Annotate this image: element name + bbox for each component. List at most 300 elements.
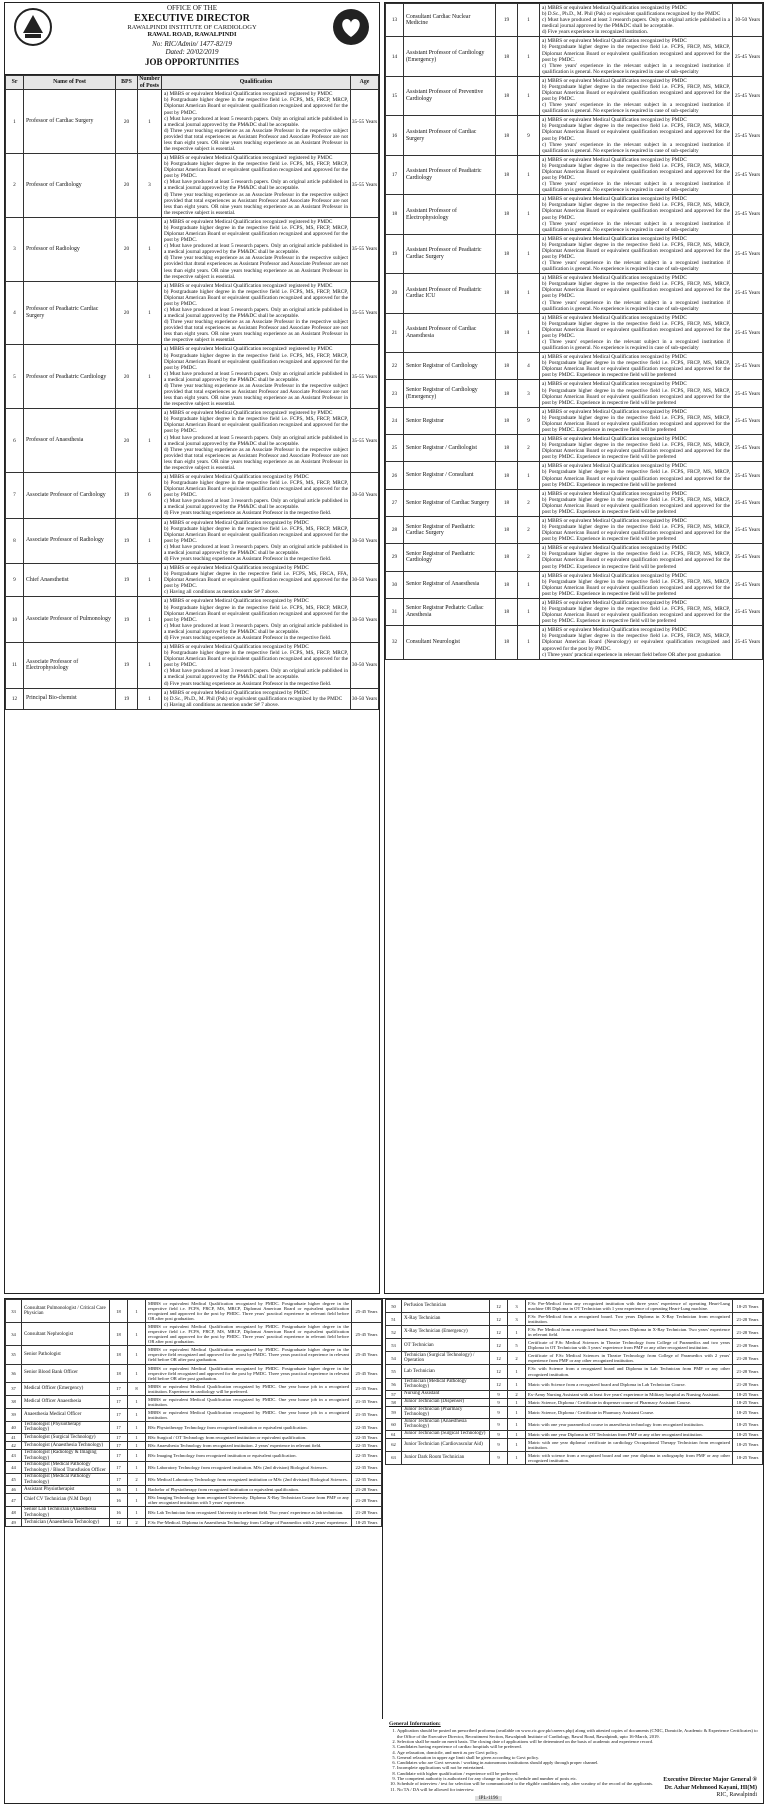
qualification-line: c) Three years' experience in the relevant subject in a recognized institution if qualification is general. No experience is required in case of sub-specialty xyxy=(542,338,730,352)
cell-num: 9 xyxy=(518,407,540,434)
signature-line-1: Executive Director Major General ® xyxy=(663,1777,757,1784)
table-row xyxy=(386,462,763,489)
cell-sr: 11 xyxy=(6,643,24,689)
cell-post: Technologist (Physiotherapy Technology) xyxy=(22,1421,110,1433)
cell-qualification: BSc Anaesthesia Technology from recognized institution. 2 years' experience in relevant field. xyxy=(146,1441,352,1449)
cell-sr: 6 xyxy=(6,409,24,473)
cell-num: 1 xyxy=(128,1494,146,1507)
qualification-line: b) Postgraduate higher degree in the respective field i.e. FCPS, FRCP, MS, MRCP, Diplomat American Board or equivalent qualification recognized and approved for the post by PMDC. Experience in respective field will be preferred xyxy=(542,360,730,379)
general-info-heading: General Information: xyxy=(389,1721,441,1727)
qualification-line: b) Postgraduate higher degree in the respective field i.e. FCPS, MS, FRCP, MRCP, Diplomat American Board or equivalent qualification recognized and approved for the post by PMDC. xyxy=(164,288,348,307)
cell-bps: 17 xyxy=(110,1408,128,1421)
cell-sr: 20 xyxy=(386,274,404,313)
cell-post: Technologist (Anaesthesia Technology) xyxy=(22,1441,110,1449)
cell-sr: 9 xyxy=(6,564,24,597)
header-text xyxy=(65,5,319,68)
cell-post: Junior Technician (Anaesthesia Technology) xyxy=(402,1418,490,1430)
cell-bps: 19 xyxy=(116,597,138,643)
table-row xyxy=(6,1323,382,1346)
cell-age: 25-45 Years xyxy=(352,1300,382,1323)
left-panel xyxy=(4,2,380,1294)
table-row xyxy=(386,76,763,115)
qualification-line: b) Postgraduate higher degree in the respective field i.e. FCPS, FRCP, MS, MRCP, Diplomat American Board or equivalent qualification recognized and approved for the post by PMDC. xyxy=(542,241,730,260)
cell-post: Technician (Surgical Technology) / Operation xyxy=(402,1352,490,1365)
cell-bps: 18 xyxy=(496,462,518,489)
table-row xyxy=(6,154,379,218)
cell-age: 25-45 Years xyxy=(733,155,763,194)
cell-age: 30-50 Years xyxy=(351,688,379,709)
cell-num: 1 xyxy=(128,1462,146,1474)
table-row xyxy=(6,1421,382,1433)
cell-num: 1 xyxy=(508,1326,526,1339)
cell-post: Perfusion Technician xyxy=(402,1300,490,1313)
table-row xyxy=(6,1474,382,1486)
right-panel xyxy=(384,2,764,1294)
table-row xyxy=(386,234,763,273)
cell-bps: 17 xyxy=(110,1382,128,1395)
cell-age: 21-28 Years xyxy=(733,1339,763,1352)
qualification-line: c) Must have produced at least 3 research papers. Only an original article published in a medical journal approved by the PM&DC shall be acceptable. xyxy=(542,17,730,30)
qualification-line: d) Three year teaching experience as an Associate Professor in the respective subject provided that total experiences as Assistant Professor and Associate Professor are not less than eight years. OR nine years teaching experience as an Assistant Professor in the respective subject is essential. xyxy=(164,191,348,216)
cell-sr: 4 xyxy=(6,281,24,345)
cell-sr: 10 xyxy=(6,597,24,643)
cell-post: Senior Registrar of Cardiology xyxy=(404,353,496,380)
cell-sr: 60 xyxy=(386,1418,402,1430)
cell-age: 18-25 Years xyxy=(352,1519,382,1527)
cell-num: 2 xyxy=(128,1519,146,1527)
table-row xyxy=(386,1313,763,1326)
qualification-line: c) Three years' experience in the relevant subject in a recognized institution if qualification is general. No experience is required in case of sub-specialty xyxy=(542,141,730,154)
cell-sr: 33 xyxy=(6,1300,22,1323)
general-info-item: 1. Application should be posted on prescribed proforma (available on www.ric.gov.pk/careers.php) along with attested copies of documents (CNIC, Domicile, Academic & Experience Certificates) to the Office of the Executive Director, Recruitment Section, Rawalpindi Institute of Cardiology, Rawal Road, Rawalpindi, upto 16-March, 2019. xyxy=(397,1728,759,1739)
table-row xyxy=(6,518,379,564)
cell-qualification: Matric Science, Diploma / Certificate in Pharmacy Assistant Course. xyxy=(526,1406,733,1418)
cell-num: 2 xyxy=(508,1352,526,1365)
cell-num: 2 xyxy=(518,435,540,462)
cell-post: Senior Registrar Pediatric Cadiac Anesthesia xyxy=(404,598,496,625)
cell-sr: 58 xyxy=(386,1398,402,1406)
cell-num: 1 xyxy=(138,518,162,564)
cell-bps: 9 xyxy=(490,1418,508,1430)
qualification-line: b) Postgraduate higher degree in the respective field i.e. FCPS, MS, FRCP, MRCP, Diplomat American Board or equivalent qualification recognized and approved for the post by PMDC. xyxy=(164,480,348,499)
cell-age: 25-45 Years xyxy=(733,435,763,462)
cell-post: Principal Bio-chemist xyxy=(24,688,116,709)
cell-bps: 18 xyxy=(496,353,518,380)
cell-bps: 18 xyxy=(496,76,518,115)
cell-post: Senior Registrar / Cardiologist xyxy=(404,435,496,462)
cell-bps: 18 xyxy=(110,1346,128,1364)
cell-num: 1 xyxy=(138,409,162,473)
cell-post: Assistant Professor of Peadiatric Cardiac ICU xyxy=(404,274,496,313)
cell-qualification xyxy=(540,380,733,407)
cell-sr: 31 xyxy=(386,598,404,625)
cell-post: Assistant Professor of Cardiology (Emergency) xyxy=(404,37,496,76)
cell-age: 18-25 Years xyxy=(733,1390,763,1398)
cell-age: 22-35 Years xyxy=(352,1450,382,1462)
qualification-line: a) MBBS or equivalent Medical Qualification recognized/ registered by PMDC xyxy=(164,282,333,289)
cell-qualification: F.Sc Pre-Medical from a recognized board. Two years Diploma in X-Ray Technician from recognized institution. xyxy=(526,1313,733,1326)
cell-age: 21-28 Years xyxy=(733,1326,763,1339)
general-info-item: 5. General relaxation in upper age limit shall be given according to Govt policy. xyxy=(397,1755,759,1760)
cell-bps: 19 xyxy=(116,688,138,709)
cell-qualification xyxy=(162,518,351,564)
cell-sr: 62 xyxy=(386,1438,402,1451)
qualification-line: b) Postgraduate higher degree in the respective field i.e. FCPS, MS, FRCP, MRCP, Diplomat American Board or equivalent qualification recognized and approved for the post by PMDC. xyxy=(164,161,348,180)
qualification-line: b) Postgraduate higher degree in the respective field i.e. FCPS, FRCP, MS, MRCP, Diplomat American Board or equivalent qualification recognized and approved for the post by PMDC. xyxy=(542,281,730,300)
cell-bps: 12 xyxy=(490,1300,508,1313)
qualification-line: a) MBBS or equivalent Medical Qualification recognized by PMDC xyxy=(542,275,687,282)
cell-post: Technician (Anaesthesia Technology) xyxy=(22,1519,110,1527)
cell-age: 18-25 Years xyxy=(733,1430,763,1438)
qualification-line: b) Postgraduate higher degree in the respective field i.e. FCPS, MS, FRCA, FFA, Diplomat American Board or equivalent qualification recognized and approved for the post by PMDC. xyxy=(164,571,348,590)
cell-sr: 26 xyxy=(386,462,404,489)
cell-qualification xyxy=(162,473,351,519)
cell-age: 25-45 Years xyxy=(733,116,763,155)
table-row xyxy=(6,1346,382,1364)
cell-num: 1 xyxy=(128,1421,146,1433)
jobs-table-lower-left xyxy=(5,1299,382,1527)
cell-sr: 44 xyxy=(6,1462,22,1474)
cell-sr: 51 xyxy=(386,1313,402,1326)
cell-sr: 59 xyxy=(386,1406,402,1418)
cell-sr: 35 xyxy=(6,1346,22,1364)
cell-age: 25-45 Years xyxy=(733,353,763,380)
qualification-line: a) MBBS or equivalent Medical Qualification recognized by PMDC xyxy=(164,644,309,651)
cell-num: 1 xyxy=(508,1418,526,1430)
cell-age: 21-28 Years xyxy=(733,1365,763,1378)
qualification-line: b) Postgraduate higher degree in the respective field i.e. FCPS, FRCP, MS, MRCP, Diplomat American Board or equivalent qualification recognized and approved for the post by PMDC. xyxy=(542,44,730,63)
cell-age: 18-25 Years xyxy=(733,1451,763,1464)
table-row xyxy=(386,353,763,380)
cell-num: 1 xyxy=(518,234,540,273)
cell-qualification: Ex-Army Nursing Assistant with at least five years' experience in Military hospital as Nursing Assistant. xyxy=(526,1390,733,1398)
qualification-line: a) MBBS or equivalent Medical Qualification recognized by PMDC xyxy=(542,156,687,163)
cell-bps: 17 xyxy=(110,1450,128,1462)
cell-bps: 17 xyxy=(110,1441,128,1449)
heart-institute-logo-icon xyxy=(331,7,371,47)
cell-post: Senior Pathologist xyxy=(22,1346,110,1364)
cell-sr: 50 xyxy=(386,1300,402,1313)
table-row xyxy=(6,1462,382,1474)
cell-num: 1 xyxy=(138,564,162,597)
table-row xyxy=(6,1507,382,1519)
qualification-line: a) MBBS or equivalent Medical Qualification recognized by PMDC xyxy=(542,518,687,525)
cell-post: Senior Registrar of Paediatric Cardiology xyxy=(404,544,496,571)
cell-age: 25-45 Years xyxy=(733,380,763,407)
table-row xyxy=(386,598,763,625)
cell-num: 1 xyxy=(128,1433,146,1441)
cell-post: Assistant Professor of Cardiac Anaesthesia xyxy=(404,313,496,352)
table-row xyxy=(386,1365,763,1378)
cell-qualification: Matric with one year Diploma in OT Technician from PMF or any other recognized institution. xyxy=(526,1430,733,1438)
cell-num: 1 xyxy=(128,1395,146,1408)
table-row xyxy=(386,1418,763,1430)
cell-post: Senior Registrar of Cardiac Surgery xyxy=(404,489,496,516)
cell-sr: 21 xyxy=(386,313,404,352)
general-info-item: 2. Selection shall be made on merit basis. The closing date of applications will be determined on the basis of academic and experience record. xyxy=(397,1739,759,1744)
col-qual: Qualification xyxy=(162,76,351,90)
table-row xyxy=(6,409,379,473)
cell-post: Technologist (Radiology & Imaging Technology) xyxy=(22,1450,110,1462)
cell-age: 30-50 Years xyxy=(351,597,379,643)
table-row xyxy=(386,571,763,598)
cell-bps: 18 xyxy=(496,195,518,234)
cell-num: 1 xyxy=(518,76,540,115)
cell-bps: 18 xyxy=(496,274,518,313)
qualification-line: c) Three years' experience in the relevant subject in a recognized institution if qualification is general. No experience is required in case of sub-specialty xyxy=(542,181,730,194)
lower-left-column xyxy=(5,1299,383,1719)
col-bps: BPS xyxy=(116,76,138,90)
cell-qualification: F.Sc with Science from a recognized board and Diploma in Lab Technician from PMF or any other recognized institution. xyxy=(526,1365,733,1378)
qualification-line: b) Postgraduate higher degree in the respective field i.e. FCPS, FRCP, MS, MRCP, Diplomat American Board or equivalent qualification recognized and approved for the post by PMDC. Experience in respective field will be preferred xyxy=(542,387,730,406)
cell-qualification xyxy=(540,274,733,313)
cell-age: 30-50 Years xyxy=(733,4,763,37)
cell-num: 1 xyxy=(518,155,540,194)
cell-sr: 52 xyxy=(386,1326,402,1339)
qualification-line: b) Postgraduate higher degree in the respective field i.e. FCPS, FRCP, MS, MRCP, Diplomat American Board or equivalent qualification recognized and approved for the post by PMDC. xyxy=(542,202,730,221)
cell-post: Assistant Professor of Peadiatric Cardiac Surgery xyxy=(404,234,496,273)
cell-sr: 5 xyxy=(6,345,24,409)
cell-num: 4 xyxy=(518,353,540,380)
cell-qualification xyxy=(540,353,733,380)
cell-sr: 61 xyxy=(386,1430,402,1438)
cell-sr: 34 xyxy=(6,1323,22,1346)
cell-age: 25-45 Years xyxy=(733,517,763,544)
punjab-govt-crest-icon xyxy=(13,7,53,47)
cell-bps: 9 xyxy=(490,1451,508,1464)
cell-bps: 18 xyxy=(496,626,518,659)
jobs-table-lower-right xyxy=(385,1299,763,1465)
cell-qualification xyxy=(162,643,351,689)
table-row xyxy=(386,1406,763,1418)
cell-qualification: BSc Imaging Technology from recognized institution or equivalent qualification. xyxy=(146,1450,352,1462)
reference-date: Dated: 20/02/2019 xyxy=(165,47,219,56)
cell-post: Technologist (Medical Pathology Technology) xyxy=(22,1474,110,1486)
cell-post: Assistant Professor of Peadiatric Cardiology xyxy=(404,155,496,194)
cell-age: 18-25 Years xyxy=(733,1398,763,1406)
cell-sr: 25 xyxy=(386,435,404,462)
cell-num: 9 xyxy=(518,116,540,155)
cell-sr: 8 xyxy=(6,518,24,564)
cell-qualification xyxy=(540,76,733,115)
cell-num: 1 xyxy=(138,217,162,281)
cell-sr: 32 xyxy=(386,626,404,659)
cell-age: 25-45 Years xyxy=(733,626,763,659)
qualification-line: d) Five years experience in recognized institution. xyxy=(542,29,649,36)
cell-age: 18-25 Years xyxy=(733,1300,763,1313)
cell-bps: 19 xyxy=(496,4,518,37)
table-row xyxy=(386,313,763,352)
cell-qualification xyxy=(540,517,733,544)
cell-qualification: BSc Medical Laboratory Technology from recognized institution or MSc (2nd division) Biological Sciences. xyxy=(146,1474,352,1486)
cell-post: Associate Professor of Pulmonology xyxy=(24,597,116,643)
cell-sr: 55 xyxy=(386,1365,402,1378)
cell-sr: 45 xyxy=(6,1474,22,1486)
qualification-line: b) Postgraduate higher degree in the respective field i.e. FCPS, MS, FRCP, MRCP, Diplomat American Board or equivalent qualification recognized and approved for the post by PMDC. xyxy=(164,650,348,669)
cell-age: 35-55 Years xyxy=(351,154,379,218)
cell-bps: 20 xyxy=(116,90,138,154)
cell-post: Nursing Assistant xyxy=(402,1390,490,1398)
cell-sr: 41 xyxy=(6,1433,22,1441)
cell-sr: 1 xyxy=(6,90,24,154)
cell-post: Assistant Professor of Preventive Cardiology xyxy=(404,76,496,115)
cell-post: Associate Professor of Radiology xyxy=(24,518,116,564)
cell-num: 1 xyxy=(128,1300,146,1323)
qualification-line: d) Three year teaching experience as an Associate Professor in the respective subject provided that total experiences as Assistant Professor and Associate Professor are not less than eight years. OR nine years teaching experience as an Assistant Professor in the respective subject is essential. xyxy=(164,319,348,344)
cell-bps: 19 xyxy=(116,643,138,689)
jobs-table-left xyxy=(5,75,379,710)
table-row xyxy=(386,155,763,194)
general-info-item: 11. No TA / DA will be allowed for interview. xyxy=(397,1787,759,1792)
table-row xyxy=(6,1450,382,1462)
cell-qualification: Certificate of F.Sc Medical Sciences in Theatre Technology from College of Paramedics and two years Diploma in OT Technician with 3 years' experience from PMF or any other recognized institution. xyxy=(526,1339,733,1352)
cell-bps: 19 xyxy=(116,473,138,519)
cell-age: 25-45 Years xyxy=(352,1346,382,1364)
cell-num: 1 xyxy=(508,1406,526,1418)
general-info-item: 4. Age relaxation, domicile, and merit as per Govt policy. xyxy=(397,1750,759,1755)
cell-sr: 18 xyxy=(386,195,404,234)
qualification-line: c) Must have produced at least 3 research papers. Only an original article published in a medical journal approved by the PM&DC shall be acceptable. xyxy=(164,668,348,681)
cell-sr: 36 xyxy=(6,1364,22,1382)
cell-qualification xyxy=(162,564,351,597)
table-row xyxy=(6,564,379,597)
cell-num: 3 xyxy=(508,1313,526,1326)
qualification-line: a) MBBS or equivalent Medical Qualification recognized/ registered by PMDC xyxy=(164,410,333,417)
cell-num: 1 xyxy=(128,1450,146,1462)
cell-num: 1 xyxy=(518,571,540,598)
table-row xyxy=(386,1398,763,1406)
cell-post: Junior Technician (Dispenser) xyxy=(402,1398,490,1406)
cell-bps: 17 xyxy=(110,1395,128,1408)
cell-age: 35-55 Years xyxy=(351,409,379,473)
table-row xyxy=(386,626,763,659)
qualification-line: d) Five years teaching experience as Assistant Professor in the respective field. xyxy=(164,634,332,641)
cell-age: 21-35 Years xyxy=(352,1408,382,1421)
cell-qualification: BSc Physiotherapy Technology from recognized institution or equivalent qualification. xyxy=(146,1421,352,1433)
qualification-line: b) Postgraduate higher degree in the respective field i.e. FCPS, FRCP, MS, MRCP, Diplomat American Board or equivalent qualification recognized and approved for the post by PMDC. Experience in respective field will be preferred xyxy=(542,524,730,543)
cell-sr: 42 xyxy=(6,1441,22,1449)
lower-right-column xyxy=(385,1299,763,1719)
cell-bps: 18 xyxy=(496,380,518,407)
qualification-line: c) Must have produced at least 5 research papers. Only an original article published in a medical journal approved by the PM&DC shall be acceptable. xyxy=(164,115,348,128)
cell-bps: 18 xyxy=(496,544,518,571)
cell-qualification xyxy=(540,407,733,434)
qualification-line: c) Must have produced at least 5 research papers. Only an original article published in a medical journal approved by the PM&DC shall be acceptable. xyxy=(164,243,348,256)
cell-sr: 56 xyxy=(386,1378,402,1390)
qualification-line: a) MBBS or equivalent Medical Qualification recognized by PMDC xyxy=(164,598,309,605)
qualification-line: a) MBBS or equivalent Medical Qualification recognized by PMDC xyxy=(542,381,687,388)
table-row xyxy=(386,489,763,516)
cell-age: 18-25 Years xyxy=(733,1438,763,1451)
qualification-line: a) MBBS or equivalent Medical Qualification recognized by PMDC xyxy=(542,436,687,443)
table-row xyxy=(386,1390,763,1398)
cell-qualification: Matric with one year diploma/ certificate in cardiology Occupational Therapy Technician from recognized institution. xyxy=(526,1438,733,1451)
table-row xyxy=(6,1408,382,1421)
table-row xyxy=(6,217,379,281)
lower-section xyxy=(4,1298,764,1804)
table-row xyxy=(6,643,379,689)
cell-qualification: Matric with science from a recognized board and one year diploma in radiography from PMF or any other recognized institution. xyxy=(526,1451,733,1464)
qualification-line: a) MBBS or equivalent Medical Qualification recognized by PMDC xyxy=(542,599,687,606)
cell-qualification: MBBS or equivalent Medical Qualification recognized by PMDC. Postgraduate higher degree in the respective field i.e. FCPS, FRCP, MS, MRCP, Diplomat American Board or equivalent qualification recognized and approved for the post by PMDC. Three years' practical experience in relevant field before OR after post graduation. xyxy=(146,1323,352,1346)
qualification-line: a) MBBS or equivalent Medical Qualification recognized by PMDC xyxy=(542,117,687,124)
qualification-line: b) Postgraduate higher degree in the respective field i.e. FCPS, MS, FRCP, MRCP, Diplomat American Board or equivalent qualification recognized and approved for the post by PMDC. xyxy=(164,352,348,371)
qualification-line: c) Having all conditions as mention under S# 7 above. xyxy=(164,701,280,708)
qualification-line: a) MBBS or equivalent Medical Qualification recognized by PMDC xyxy=(542,196,687,203)
table-row xyxy=(6,1382,382,1395)
cell-age: 25-45 Years xyxy=(733,462,763,489)
cell-bps: 16 xyxy=(110,1486,128,1494)
table-row xyxy=(386,1438,763,1451)
cell-age: 25-45 Years xyxy=(733,274,763,313)
cell-post: Chief Anaesthetist xyxy=(24,564,116,597)
cell-post: Junior Technician (Surgical Technology) xyxy=(402,1430,490,1438)
cell-qualification xyxy=(540,571,733,598)
table-row xyxy=(386,1326,763,1339)
cell-post: Consultant Cardiac Nuclear Medicine xyxy=(404,4,496,37)
cell-bps: 18 xyxy=(496,313,518,352)
cell-sr: 17 xyxy=(386,155,404,194)
qualification-line: b) D.Sc., Ph.D., M. Phil (Pak) or equivalent qualifications recognized by the PMDC xyxy=(542,11,721,18)
institute-name: RAWALPINDI INSTITUTE OF CARDIOLOGY xyxy=(127,23,257,31)
cell-bps: 17 xyxy=(110,1421,128,1433)
cell-qualification xyxy=(540,544,733,571)
page-title: JOB OPPORTUNITIES xyxy=(145,57,239,68)
general-info-item: 6. Candidates who are Govt servants / working in autonomous institutions should apply through proper channel. xyxy=(397,1760,759,1765)
qualification-line: b) Postgraduate higher degree in the respective field i.e. FCPS, FRCP, MS, MRCP, Diplomat American Board (Neurology) or equivalent qualification recognized and approved for the post by PMDC. xyxy=(542,633,730,652)
cell-post: Professor of Cardiac Surgery xyxy=(24,90,116,154)
qualification-line: b) Postgraduate higher degree in the respective field i.e. FCPS, FRCP, MS, MRCP, Diplomat American Board or equivalent qualification recognized and approved for the post by PMDC. Experience in respective field will be preferred xyxy=(542,469,730,488)
cell-bps: 18 xyxy=(496,37,518,76)
cell-bps: 17 xyxy=(110,1462,128,1474)
table-row xyxy=(386,380,763,407)
col-num: Number of Posts xyxy=(139,76,160,89)
cell-qualification xyxy=(162,217,351,281)
qualification-line: b) Postgraduate higher degree in the respective field i.e. FCPS, FRCP, MS, MRCP, Diplomat American Board or equivalent qualification recognized and approved for the post by PMDC. Experience in respective field will be preferred xyxy=(542,606,730,625)
cell-post: Professor of Peadiatric Cardiology xyxy=(24,345,116,409)
cell-age: 25-45 Years xyxy=(733,407,763,434)
qualification-line: c) Having all conditions as mention under S# 7 above. xyxy=(164,589,280,596)
cell-age: 35-55 Years xyxy=(351,90,379,154)
qualification-line: b) Postgraduate higher degree in the respective field i.e. FCPS, MS, FRCP, MRCP, Diplomat American Board or equivalent qualification recognized and approved for the post by PMDC. xyxy=(164,97,348,116)
cell-qualification: Matric with Science from a recognized board and Diploma in Lab Technician Course. xyxy=(526,1378,733,1390)
cell-age: 21-28 Years xyxy=(352,1507,382,1519)
qualification-line: a) MBBS or equivalent Medical Qualification recognized by PMDC xyxy=(542,572,687,579)
qualification-line: b) D.Sc., Ph.D., M. Phil (Pak) or equivalent qualifications recognized by the PMDC xyxy=(164,695,343,702)
cell-sr: 22 xyxy=(386,353,404,380)
cell-bps: 9 xyxy=(490,1438,508,1451)
cell-post: Senior Registrar of Cardiology (Emergency) xyxy=(404,380,496,407)
cell-bps: 16 xyxy=(110,1494,128,1507)
cell-post: Junior Dark Room Technician xyxy=(402,1451,490,1464)
cell-qualification: MBBS or equivalent Medical Qualification recognized by PMDC. One year house job in a recognized institution. Experience in cardiology will be preferred. xyxy=(146,1382,352,1395)
cell-age: 25-45 Years xyxy=(733,37,763,76)
table-row xyxy=(6,1494,382,1507)
cell-sr: 40 xyxy=(6,1421,22,1433)
cell-age: 25-45 Years xyxy=(352,1364,382,1382)
cell-num: 1 xyxy=(138,90,162,154)
col-post: Name of Post xyxy=(24,76,116,90)
cell-sr: 24 xyxy=(386,407,404,434)
cell-bps: 19 xyxy=(116,518,138,564)
cell-age: 25-45 Years xyxy=(733,489,763,516)
cell-sr: 3 xyxy=(6,217,24,281)
qualification-line: b) Postgraduate higher degree in the respective field i.e. FCPS, FRCP, MS, MRCP, Diplomat American Board or equivalent qualification recognized and approved for the post by PMDC. xyxy=(542,83,730,103)
qualification-line: a) MBBS or equivalent Medical Qualification recognized/ registered by PMDC xyxy=(164,346,333,353)
cell-age: 30-50 Years xyxy=(351,473,379,519)
cell-sr: 38 xyxy=(6,1395,22,1408)
table-row xyxy=(386,4,763,37)
